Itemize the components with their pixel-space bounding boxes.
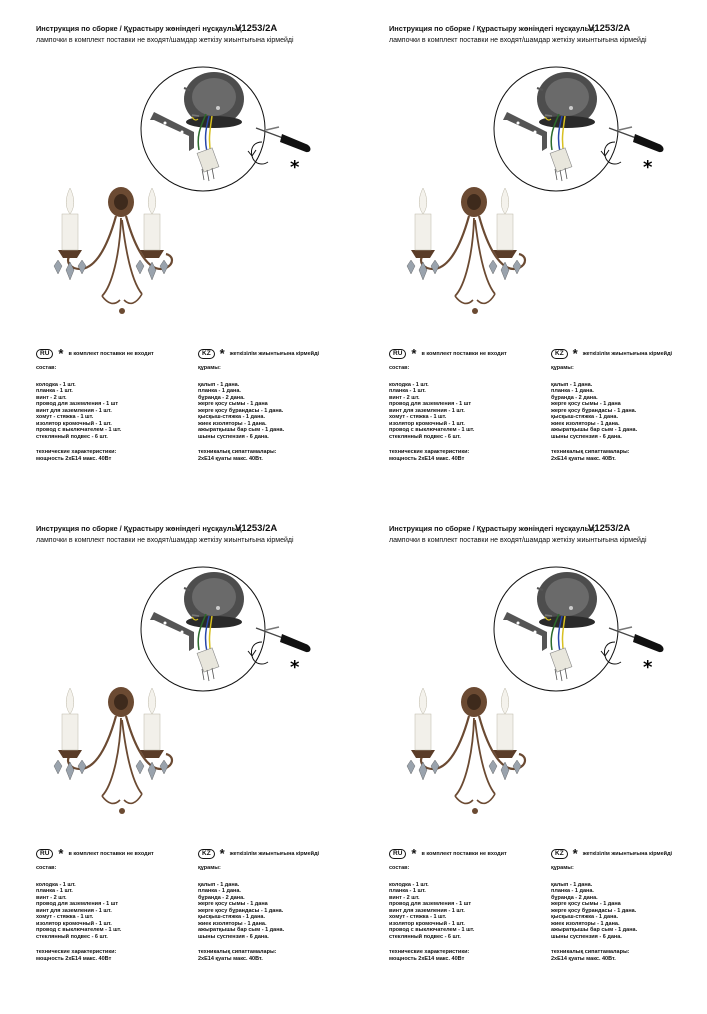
list-item: бұранда - 2 дана. bbox=[198, 394, 245, 401]
list-item: планка - 1 дана. bbox=[551, 888, 594, 894]
ru-section bbox=[389, 348, 539, 462]
asterisk-icon: * bbox=[572, 846, 578, 861]
canopy-icon bbox=[184, 72, 244, 128]
asterisk-icon: * bbox=[411, 346, 417, 361]
ru-note: в комплект поставки не входит bbox=[68, 350, 154, 357]
asterisk-icon: * bbox=[219, 346, 225, 361]
ru-specs-heading: технические характеристики: bbox=[389, 949, 470, 955]
list-item: провод с выключателем - 1 шт. bbox=[36, 927, 122, 933]
crystal-pendant-icon bbox=[407, 760, 521, 780]
kz-note: жеткізілім жиынтығына кірмейді bbox=[582, 850, 673, 857]
kz-section bbox=[551, 348, 707, 462]
ru-contents-heading: состав: bbox=[389, 365, 410, 371]
list-item: колодка - 1 шт. bbox=[389, 881, 429, 888]
kz-section bbox=[198, 348, 368, 462]
list-item: қысқыш-стяжка - 1 дана. bbox=[198, 914, 265, 920]
list-item: изолятор кромочный - 1 шт. bbox=[389, 420, 465, 427]
kz-specs-value: 2хЕ14 қуаты макс. 40Вт. bbox=[551, 955, 616, 962]
list-item: планка - 1 дана. bbox=[198, 388, 241, 394]
kz-contents-heading: құрамы: bbox=[198, 365, 221, 371]
card-subtitle: лампочки в комплект поставки не входят/шамдар жеткізу жиынтығына кірмейді bbox=[36, 537, 294, 544]
asterisk-icon: * bbox=[411, 846, 417, 861]
ru-specs-heading: технические характеристики: bbox=[36, 949, 117, 955]
list-item: жерге қосу бұрандасы - 1 дана. bbox=[551, 407, 637, 414]
card-subtitle: лампочки в комплект поставки не входят/шамдар жеткізу жиынтығына кірмейді bbox=[389, 537, 647, 544]
list-item: жерге қосу бұрандасы - 1 дана. bbox=[551, 907, 637, 914]
list-item: провод для заземления - 1 шт bbox=[389, 401, 472, 407]
assembly-illustration bbox=[36, 524, 376, 844]
list-item: жерге қосу сымы - 1 дана bbox=[198, 901, 268, 907]
assembly-illustration bbox=[36, 24, 376, 344]
list-item: жерге қосу сымы - 1 дана bbox=[551, 901, 621, 907]
title-text: Инструкция по сборке / Құрастыру жөніндегі нұсқаулық bbox=[36, 524, 242, 533]
list-item: жерге қосу бұрандасы - 1 дана. bbox=[198, 407, 284, 414]
list-item: шыны суспензия - 6 дана. bbox=[198, 433, 269, 440]
list-item: провод для заземления - 1 шт bbox=[36, 901, 119, 907]
model-code: V1253/2A bbox=[588, 523, 631, 534]
svg-text:*: * bbox=[643, 157, 653, 178]
list-item: провод с выключателем - 1 шт. bbox=[36, 427, 122, 433]
svg-text:*: * bbox=[290, 657, 300, 678]
wall-chandelier-icon bbox=[54, 687, 172, 814]
ru-specs-value: мощность 2хЕ14 макс. 40Вт bbox=[389, 455, 465, 462]
instruction-card bbox=[36, 24, 376, 514]
ru-section bbox=[36, 348, 186, 462]
list-item: планка - 1 дана. bbox=[198, 888, 241, 894]
list-item: винт - 2 шт. bbox=[389, 894, 420, 901]
list-item: жиек изоляторы - 1 дана. bbox=[551, 420, 620, 427]
list-item: изолятор кромочный - 1 шт. bbox=[36, 420, 112, 427]
list-item: винт - 2 шт. bbox=[36, 394, 67, 401]
title-text: Инструкция по сборке / Құрастыру жөніндегі нұсқаулық bbox=[389, 524, 595, 533]
instruction-card bbox=[36, 524, 376, 1014]
kz-contents-heading: құрамы: bbox=[198, 865, 221, 871]
model-code: V1253/2A bbox=[235, 523, 278, 534]
list-item: стеклянный подвес - 6 шт. bbox=[389, 933, 461, 940]
list-item: планка - 1 шт. bbox=[36, 888, 73, 894]
asterisk-icon: * bbox=[572, 346, 578, 361]
list-item: жерге қосу сымы - 1 дана bbox=[198, 401, 268, 407]
list-item: планка - 1 шт. bbox=[389, 888, 426, 894]
kz-specs-heading: техникалық сипаттамалары: bbox=[198, 449, 277, 455]
ru-badge: RU bbox=[389, 849, 406, 859]
list-item: жиек изоляторы - 1 дана. bbox=[198, 420, 267, 427]
ru-note: в комплект поставки не входит bbox=[421, 850, 507, 857]
ru-section bbox=[389, 848, 539, 962]
canopy-icon bbox=[184, 572, 244, 628]
list-item: ажыратқышы бар сым - 1 дана. bbox=[551, 427, 638, 433]
list-item: жерге қосу сымы - 1 дана bbox=[551, 401, 621, 407]
ru-note: в комплект поставки не входит bbox=[68, 850, 154, 857]
list-item: винт - 2 шт. bbox=[36, 894, 67, 901]
list-item: провод для заземления - 1 шт bbox=[389, 901, 472, 907]
list-item: колодка - 1 шт. bbox=[389, 381, 429, 388]
list-item: планка - 1 дана. bbox=[551, 388, 594, 394]
list-item: планка - 1 шт. bbox=[36, 388, 73, 394]
title-text: Инструкция по сборке / Құрастыру жөніндегі нұсқаулық bbox=[389, 24, 595, 33]
list-item: қалып - 1 дана. bbox=[198, 881, 240, 888]
asterisk-icon: * bbox=[219, 846, 225, 861]
asterisk-icon: * bbox=[58, 846, 64, 861]
list-item: винт - 2 шт. bbox=[389, 394, 420, 401]
list-item: хомут - стяжка - 1 шт. bbox=[389, 414, 447, 420]
list-item: колодка - 1 шт. bbox=[36, 881, 76, 888]
ru-badge: RU bbox=[389, 349, 406, 359]
ru-contents-heading: состав: bbox=[36, 365, 57, 371]
list-item: изолятор кромочный - 1 шт. bbox=[36, 920, 112, 927]
list-item: жиек изоляторы - 1 дана. bbox=[198, 920, 267, 927]
ru-specs-value: мощность 2хЕ14 макс. 40Вт bbox=[36, 955, 112, 962]
model-code: V1253/2A bbox=[235, 23, 278, 34]
list-item: стеклянный подвес - 6 шт. bbox=[36, 933, 108, 940]
kz-specs-value: 2хЕ14 қуаты макс. 40Вт. bbox=[551, 455, 616, 462]
list-item: қысқыш-стяжка - 1 дана. bbox=[198, 414, 265, 420]
ru-items-list bbox=[389, 882, 539, 941]
list-item: шыны суспензия - 6 дана. bbox=[551, 433, 622, 440]
ru-section bbox=[36, 848, 186, 962]
ru-badge: RU bbox=[36, 849, 53, 859]
crystal-pendant-icon bbox=[54, 260, 168, 280]
list-item: бұранда - 2 дана. bbox=[551, 394, 598, 401]
list-item: винт для заземления - 1 шт. bbox=[389, 407, 465, 414]
list-item: колодка - 1 шт. bbox=[36, 381, 76, 388]
wall-chandelier-icon bbox=[54, 187, 172, 314]
list-item: қысқыш-стяжка - 1 дана. bbox=[551, 414, 618, 420]
list-item: жерге қосу бұрандасы - 1 дана. bbox=[198, 907, 284, 914]
assembly-illustration bbox=[389, 24, 707, 344]
kz-section bbox=[198, 848, 368, 962]
kz-specs-heading: техникалық сипаттамалары: bbox=[551, 949, 630, 955]
ru-badge: RU bbox=[36, 349, 53, 359]
ru-specs-heading: технические характеристики: bbox=[36, 449, 117, 455]
ru-items-list bbox=[36, 382, 186, 441]
list-item: қысқыш-стяжка - 1 дана. bbox=[551, 914, 618, 920]
list-item: хомут - стяжка - 1 шт. bbox=[36, 914, 94, 920]
kz-items-list bbox=[551, 882, 707, 941]
kz-badge: KZ bbox=[198, 349, 215, 359]
list-item: шыны суспензия - 6 дана. bbox=[551, 933, 622, 940]
svg-text:*: * bbox=[643, 657, 653, 678]
kz-contents-heading: құрамы: bbox=[551, 865, 574, 871]
list-item: изолятор кромочный - 1 шт. bbox=[389, 920, 465, 927]
title-text: Инструкция по сборке / Құрастыру жөніндегі нұсқаулық bbox=[36, 24, 242, 33]
kz-contents-heading: құрамы: bbox=[551, 365, 574, 371]
kz-specs-value: 2хЕ14 қуаты макс. 40Вт. bbox=[198, 455, 263, 462]
ru-note: в комплект поставки не входит bbox=[421, 350, 507, 357]
list-item: жиек изоляторы - 1 дана. bbox=[551, 920, 620, 927]
list-item: провод с выключателем - 1 шт. bbox=[389, 927, 475, 933]
ru-specs-heading: технические характеристики: bbox=[389, 449, 470, 455]
list-item: провод для заземления - 1 шт bbox=[36, 401, 119, 407]
kz-note: жеткізілім жиынтығына кірмейді bbox=[582, 350, 673, 357]
kz-items-list bbox=[198, 382, 368, 441]
wall-chandelier-icon bbox=[407, 187, 525, 314]
model-code: V1253/2A bbox=[588, 23, 631, 34]
asterisk-icon: * bbox=[58, 346, 64, 361]
kz-items-list bbox=[198, 882, 368, 941]
list-item: стеклянный подвес - 6 шт. bbox=[389, 433, 461, 440]
list-item: қалып - 1 дана. bbox=[551, 381, 593, 388]
list-item: бұранда - 2 дана. bbox=[198, 894, 245, 901]
list-item: ажыратқышы бар сым - 1 дана. bbox=[198, 927, 285, 933]
list-item: шыны суспензия - 6 дана. bbox=[198, 933, 269, 940]
instruction-card bbox=[389, 524, 707, 1014]
kz-note: жеткізілім жиынтығына кірмейді bbox=[229, 850, 320, 857]
canopy-icon bbox=[537, 72, 597, 128]
kz-section bbox=[551, 848, 707, 962]
list-item: қалып - 1 дана. bbox=[198, 381, 240, 388]
assembly-illustration bbox=[389, 524, 707, 844]
svg-text:*: * bbox=[290, 157, 300, 178]
card-subtitle: лампочки в комплект поставки не входят/шамдар жеткізу жиынтығына кірмейді bbox=[36, 37, 294, 44]
list-item: ажыратқышы бар сым - 1 дана. bbox=[198, 427, 285, 433]
kz-badge: KZ bbox=[551, 349, 568, 359]
ru-specs-value: мощность 2хЕ14 макс. 40Вт bbox=[36, 455, 112, 462]
kz-specs-value: 2хЕ14 қуаты макс. 40Вт. bbox=[198, 955, 263, 962]
instruction-card bbox=[389, 24, 707, 514]
list-item: планка - 1 шт. bbox=[389, 388, 426, 394]
kz-note: жеткізілім жиынтығына кірмейді bbox=[229, 350, 320, 357]
list-item: винт для заземления - 1 шт. bbox=[389, 907, 465, 914]
wall-chandelier-icon bbox=[407, 687, 525, 814]
kz-badge: KZ bbox=[198, 849, 215, 859]
list-item: стеклянный подвес - 6 шт. bbox=[36, 433, 108, 440]
list-item: хомут - стяжка - 1 шт. bbox=[36, 414, 94, 420]
list-item: бұранда - 2 дана. bbox=[551, 894, 598, 901]
ru-items-list bbox=[389, 382, 539, 441]
list-item: ажыратқышы бар сым - 1 дана. bbox=[551, 927, 638, 933]
list-item: хомут - стяжка - 1 шт. bbox=[389, 914, 447, 920]
ru-specs-value: мощность 2хЕ14 макс. 40Вт bbox=[389, 955, 465, 962]
ru-contents-heading: состав: bbox=[389, 865, 410, 871]
list-item: провод с выключателем - 1 шт. bbox=[389, 427, 475, 433]
list-item: қалып - 1 дана. bbox=[551, 881, 593, 888]
canopy-icon bbox=[537, 572, 597, 628]
kz-specs-heading: техникалық сипаттамалары: bbox=[551, 449, 630, 455]
list-item: винт для заземления - 1 шт. bbox=[36, 407, 112, 414]
ru-contents-heading: состав: bbox=[36, 865, 57, 871]
kz-items-list bbox=[551, 382, 707, 441]
kz-specs-heading: техникалық сипаттамалары: bbox=[198, 949, 277, 955]
crystal-pendant-icon bbox=[54, 760, 168, 780]
kz-badge: KZ bbox=[551, 849, 568, 859]
ru-items-list bbox=[36, 882, 186, 941]
card-subtitle: лампочки в комплект поставки не входят/шамдар жеткізу жиынтығына кірмейді bbox=[389, 37, 647, 44]
list-item: винт для заземления - 1 шт. bbox=[36, 907, 112, 914]
crystal-pendant-icon bbox=[407, 260, 521, 280]
